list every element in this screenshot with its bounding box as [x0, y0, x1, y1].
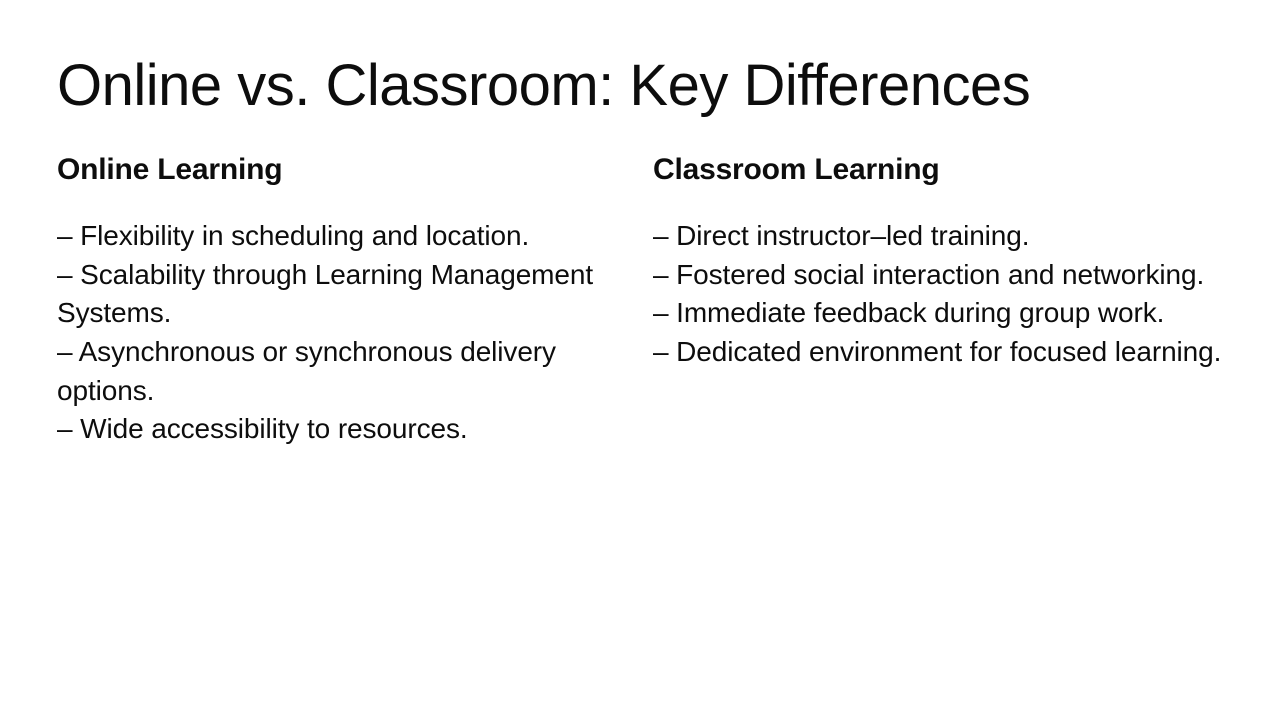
- list-item: – Flexibility in scheduling and location.: [57, 220, 530, 251]
- column-classroom-learning: [653, 150, 1227, 449]
- list-item: – Immediate feedback during group work.: [653, 297, 1165, 329]
- list-item: – Wide accessibility to resources.: [57, 413, 468, 445]
- list-item: – Scalability through Learning Management Systems.: [57, 258, 601, 329]
- list-item: – Fostered social interaction and networking.: [653, 258, 1205, 290]
- page-title: Online vs. Classroom: Key Differences: [57, 53, 1031, 118]
- column-heading-online: Online Learning: [57, 153, 283, 186]
- column-online-learning: [57, 150, 653, 449]
- two-column-layout: [57, 150, 1227, 449]
- column-body-classroom: [653, 217, 1227, 372]
- column-heading-classroom: Classroom Learning: [653, 153, 940, 186]
- list-item: – Dedicated environment for focused learning.: [653, 335, 1222, 367]
- list-item: – Direct instructor–led training.: [653, 220, 1030, 251]
- column-body-online: [57, 217, 613, 449]
- list-item: – Asynchronous or synchronous delivery options.: [57, 335, 564, 406]
